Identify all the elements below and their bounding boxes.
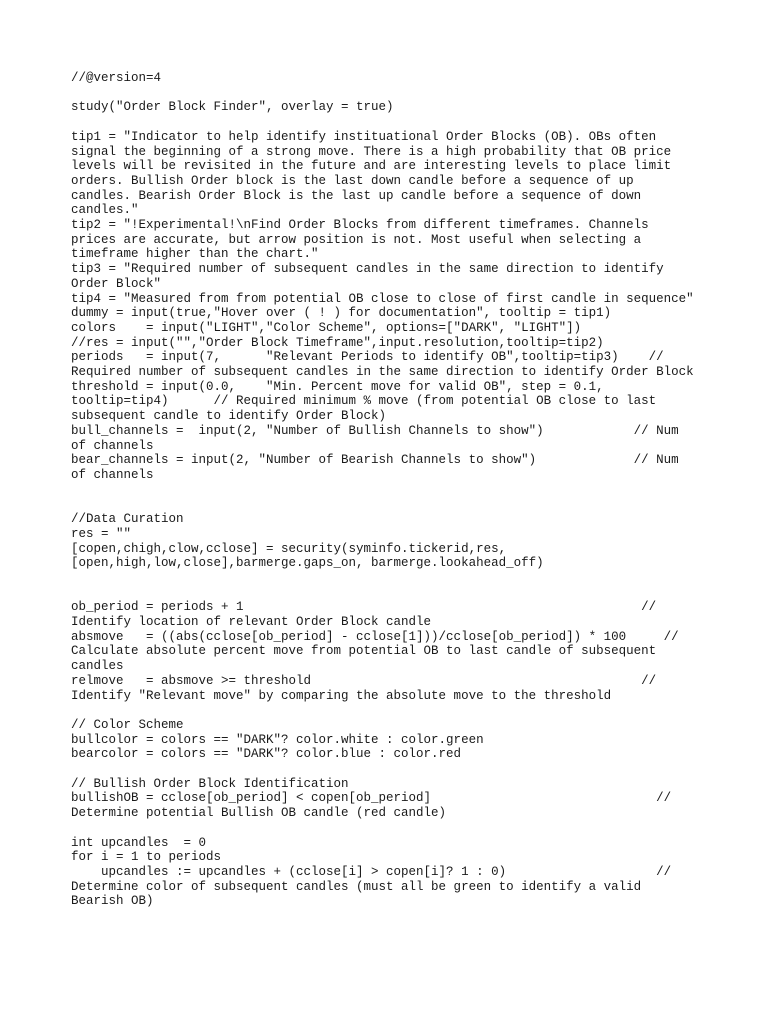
code-line: tooltip=tip4) // Required minimum % move (from potential OB close to last bbox=[71, 394, 657, 409]
code-line: Determine potential Bullish OB candle (red candle) bbox=[71, 806, 447, 821]
code-line: [open,high,low,close],barmerge.gaps_on, barmerge.lookahead_off) bbox=[71, 556, 544, 571]
code-line: study("Order Block Finder", overlay = true) bbox=[71, 100, 394, 115]
document-page bbox=[71, 71, 721, 909]
code-line: subsequent candle to identify Order Block) bbox=[71, 409, 387, 424]
code-line: tip2 = "!Experimental!\nFind Order Blocks from different timeframes. Channels bbox=[71, 218, 649, 233]
code-line: Required number of subsequent candles in the same direction to identify Order Block bbox=[71, 365, 694, 380]
code-line: signal the beginning of a strong move. There is a high probability that OB price bbox=[71, 144, 672, 159]
code-line: dummy = input(true,"Hover over ( ! ) for documentation", tooltip = tip1) bbox=[71, 306, 612, 321]
code-line: Calculate absolute percent move from potential OB to last candle of subsequent bbox=[71, 644, 657, 659]
code-line: levels will be revisited in the future and are interesting levels to place limit bbox=[71, 159, 672, 174]
code-line: for i = 1 to periods bbox=[71, 850, 222, 865]
code-line: [copen,chigh,clow,cclose] = security(syminfo.tickerid,res, bbox=[71, 541, 507, 556]
code-line: bull_channels = input(2, "Number of Bullish Channels to show") // Num bbox=[71, 423, 679, 438]
code-line: //res = input("","Order Block Timeframe",input.resolution,tooltip=tip2) bbox=[71, 335, 604, 350]
code-line: relmove = absmove >= threshold // bbox=[71, 673, 657, 688]
code-line: //Data Curation bbox=[71, 512, 184, 527]
code-line: orders. Bullish Order block is the last down candle before a sequence of up bbox=[71, 173, 634, 188]
code-line: of channels bbox=[71, 438, 154, 453]
code-line: Identify "Relevant move" by comparing the absolute move to the threshold bbox=[71, 688, 612, 703]
code-line: tip1 = "Indicator to help identify instituational Order Blocks (OB). OBs often bbox=[71, 129, 657, 144]
code-line: // Color Scheme bbox=[71, 717, 184, 732]
code-line: bearcolor = colors == "DARK"? color.blue : color.red bbox=[71, 747, 462, 762]
code-line: bear_channels = input(2, "Number of Bearish Channels to show") // Num bbox=[71, 453, 679, 468]
code-line: candles bbox=[71, 659, 124, 674]
code-line: int upcandles = 0 bbox=[71, 835, 207, 850]
code-line: Bearish OB) bbox=[71, 894, 154, 909]
code-line: ob_period = periods + 1 // bbox=[71, 600, 657, 615]
code-line: tip4 = "Measured from from potential OB close to close of first candle in sequence" bbox=[71, 291, 694, 306]
code-line: colors = input("LIGHT","Color Scheme", options=["DARK", "LIGHT"]) bbox=[71, 320, 582, 335]
code-line: Determine color of subsequent candles (must all be green to identify a valid bbox=[71, 879, 642, 894]
code-line: of channels bbox=[71, 467, 154, 482]
code-line: tip3 = "Required number of subsequent candles in the same direction to identify bbox=[71, 262, 664, 277]
code-line: absmove = ((abs(cclose[ob_period] - cclose[1]))/cclose[ob_period]) * 100 // bbox=[71, 629, 679, 644]
code-line: bullcolor = colors == "DARK"? color.white : color.green bbox=[71, 732, 484, 747]
code-line: prices are accurate, but arrow position is not. Most useful when selecting a bbox=[71, 232, 642, 247]
code-line: //@version=4 bbox=[71, 71, 162, 85]
code-line: upcandles := upcandles + (cclose[i] > copen[i]? 1 : 0) // bbox=[71, 864, 672, 879]
code-line: Order Block" bbox=[71, 276, 162, 291]
code-line: candles. Bearish Order Block is the last up candle before a sequence of down bbox=[71, 188, 642, 203]
code-line: res = "" bbox=[71, 526, 132, 541]
code-line: timeframe higher than the chart." bbox=[71, 247, 319, 262]
code-line: periods = input(7, "Relevant Periods to identify OB",tooltip=tip3) // bbox=[71, 350, 664, 365]
code-line: // Bullish Order Block Identification bbox=[71, 776, 349, 791]
code-line: candles." bbox=[71, 203, 139, 218]
code-line: Identify location of relevant Order Block candle bbox=[71, 615, 432, 630]
code-line: bullishOB = cclose[ob_period] < copen[ob_period] // bbox=[71, 791, 672, 806]
code-block bbox=[71, 71, 721, 909]
code-line: threshold = input(0.0, "Min. Percent move for valid OB", step = 0.1, bbox=[71, 379, 604, 394]
